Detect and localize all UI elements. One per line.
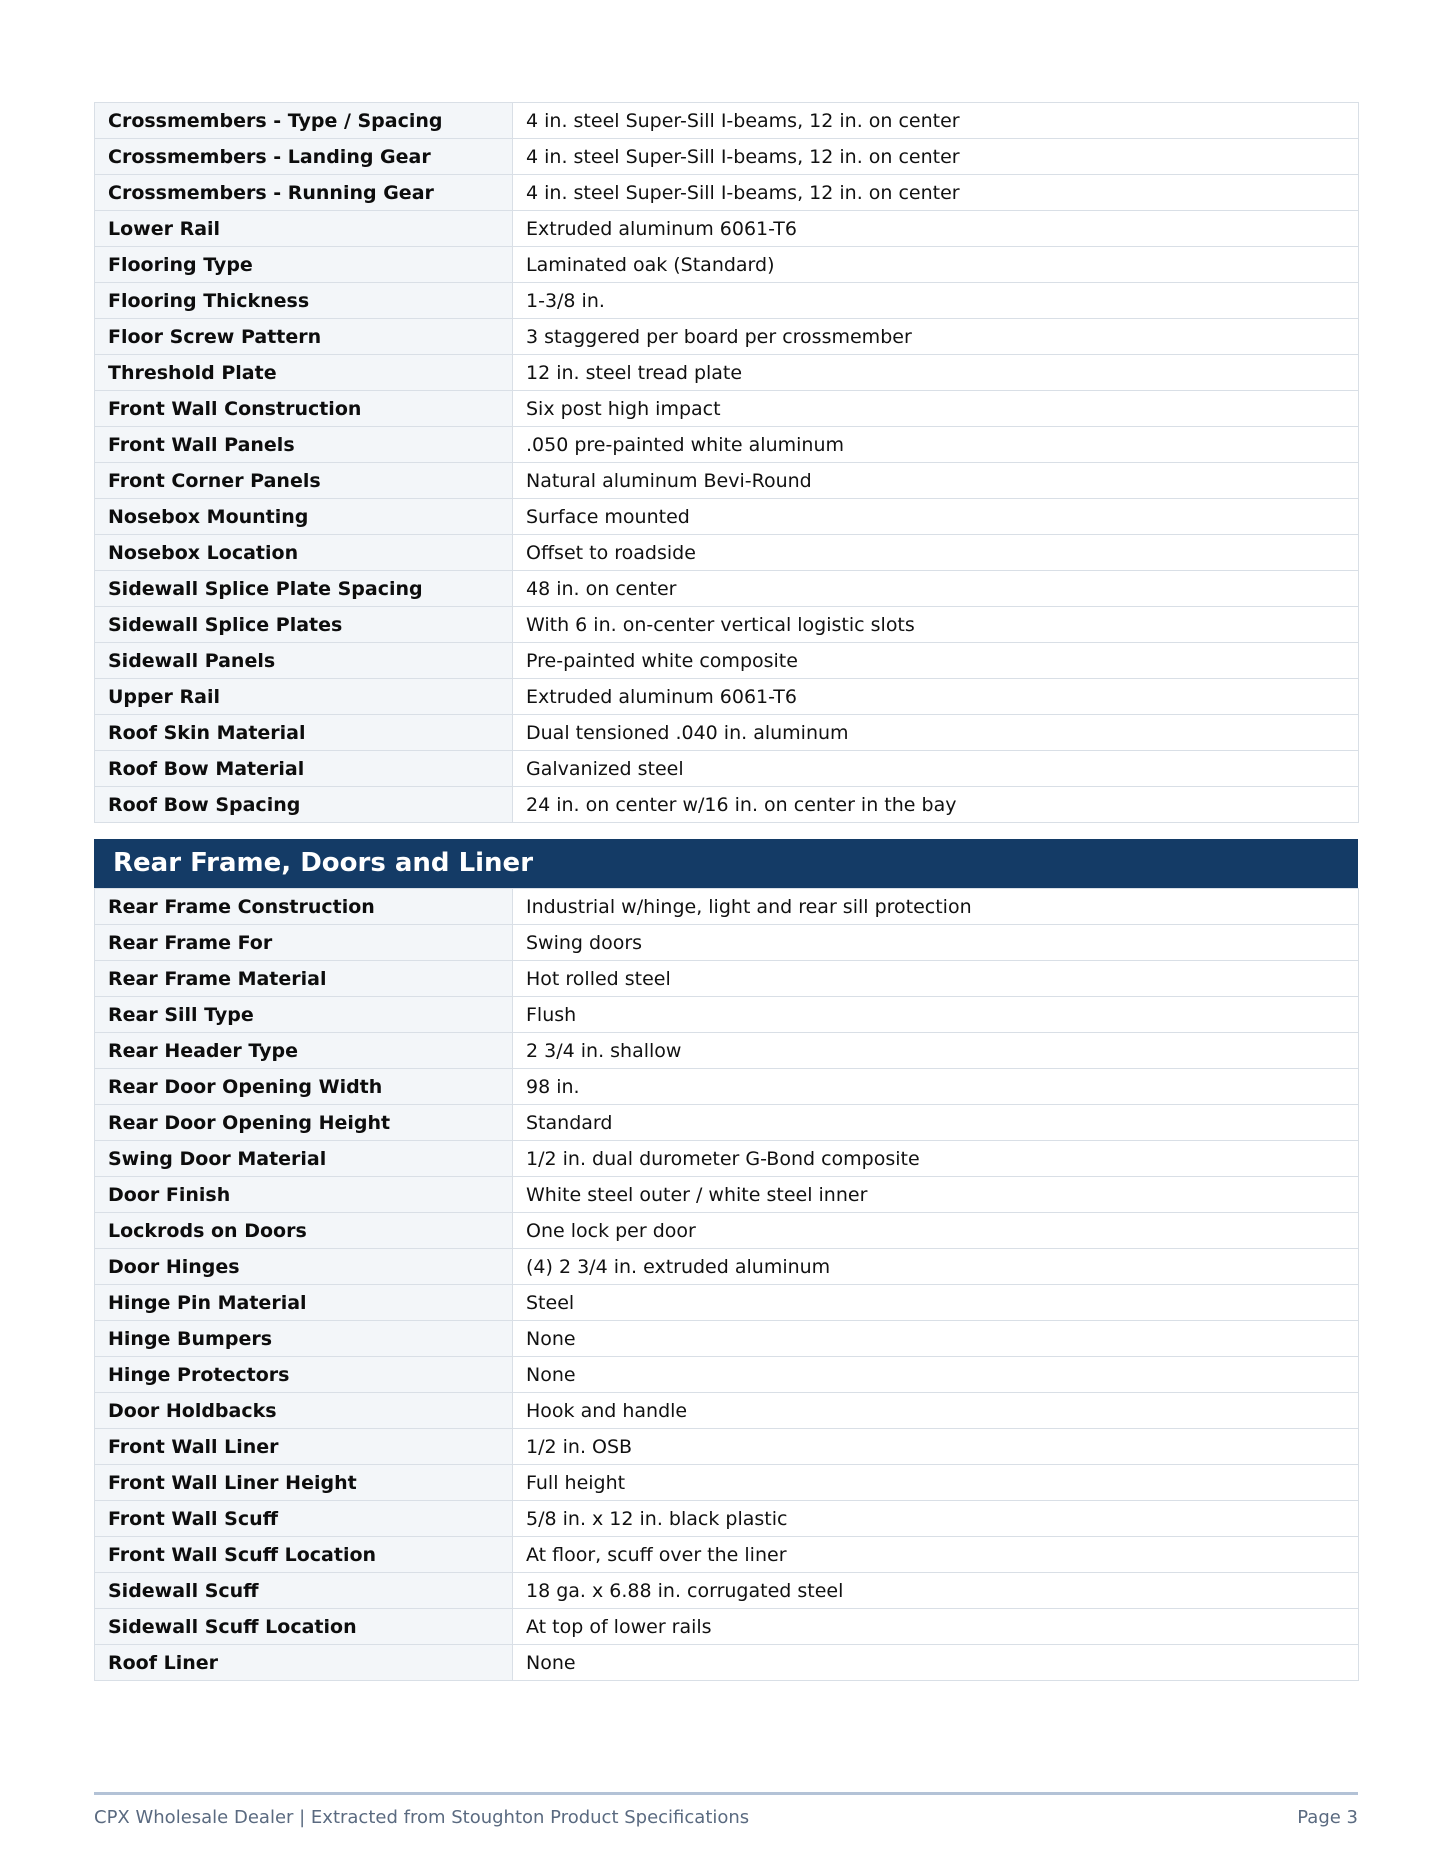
spec-value: 48 in. on center	[513, 571, 1359, 607]
spec-label: Flooring Type	[95, 247, 513, 283]
spec-value: 1/2 in. OSB	[513, 1429, 1359, 1465]
spec-row	[95, 1645, 1359, 1681]
spec-row	[95, 997, 1359, 1033]
spec-table-2-body	[95, 889, 1359, 1681]
section-header-rear-frame: Rear Frame, Doors and Liner	[94, 839, 1358, 888]
spec-label: Front Wall Scuff Location	[95, 1537, 513, 1573]
spec-value: 24 in. on center w/16 in. on center in the bay	[513, 787, 1359, 823]
spec-value: 18 ga. x 6.88 in. corrugated steel	[513, 1573, 1359, 1609]
spec-value: Offset to roadside	[513, 535, 1359, 571]
spec-table-1-body	[95, 103, 1359, 823]
spec-value: None	[513, 1321, 1359, 1357]
spec-label: Front Wall Panels	[95, 427, 513, 463]
spec-row	[95, 283, 1359, 319]
spec-row	[95, 1573, 1359, 1609]
spec-label: Door Finish	[95, 1177, 513, 1213]
spec-label: Door Hinges	[95, 1249, 513, 1285]
spec-row	[95, 499, 1359, 535]
spec-row	[95, 787, 1359, 823]
spec-row	[95, 1141, 1359, 1177]
spec-value: At floor, scuff over the liner	[513, 1537, 1359, 1573]
spec-value: White steel outer / white steel inner	[513, 1177, 1359, 1213]
page-footer	[94, 1792, 1358, 1828]
spec-label: Front Wall Liner Height	[95, 1465, 513, 1501]
spec-label: Sidewall Splice Plates	[95, 607, 513, 643]
spec-row	[95, 139, 1359, 175]
spec-label: Sidewall Scuff	[95, 1573, 513, 1609]
spec-row	[95, 1033, 1359, 1069]
spec-label: Threshold Plate	[95, 355, 513, 391]
spec-page	[94, 102, 1358, 1681]
spec-value: 4 in. steel Super-Sill I-beams, 12 in. on center	[513, 103, 1359, 139]
spec-row	[95, 679, 1359, 715]
spec-label: Roof Bow Material	[95, 751, 513, 787]
spec-value: Swing doors	[513, 925, 1359, 961]
spec-label: Roof Bow Spacing	[95, 787, 513, 823]
spec-label: Front Wall Scuff	[95, 1501, 513, 1537]
spec-value: 1-3/8 in.	[513, 283, 1359, 319]
spec-value: (4) 2 3/4 in. extruded aluminum	[513, 1249, 1359, 1285]
spec-value: With 6 in. on-center vertical logistic slots	[513, 607, 1359, 643]
spec-row	[95, 1393, 1359, 1429]
spec-row	[95, 103, 1359, 139]
spec-row	[95, 175, 1359, 211]
spec-row	[95, 643, 1359, 679]
spec-value: Laminated oak (Standard)	[513, 247, 1359, 283]
spec-row	[95, 1537, 1359, 1573]
spec-value: Full height	[513, 1465, 1359, 1501]
spec-value: .050 pre-painted white aluminum	[513, 427, 1359, 463]
spec-value: Dual tensioned .040 in. aluminum	[513, 715, 1359, 751]
spec-row	[95, 1285, 1359, 1321]
spec-label: Sidewall Scuff Location	[95, 1609, 513, 1645]
spec-row	[95, 889, 1359, 925]
spec-value: 3 staggered per board per crossmember	[513, 319, 1359, 355]
spec-value: Natural aluminum Bevi-Round	[513, 463, 1359, 499]
spec-row	[95, 1321, 1359, 1357]
spec-value: At top of lower rails	[513, 1609, 1359, 1645]
spec-row	[95, 961, 1359, 997]
spec-value: Galvanized steel	[513, 751, 1359, 787]
spec-row	[95, 211, 1359, 247]
spec-table-1	[94, 102, 1359, 823]
spec-label: Front Wall Liner	[95, 1429, 513, 1465]
spec-table-2	[94, 888, 1359, 1681]
spec-label: Lower Rail	[95, 211, 513, 247]
spec-value: Extruded aluminum 6061-T6	[513, 679, 1359, 715]
spec-row	[95, 751, 1359, 787]
spec-row	[95, 1249, 1359, 1285]
spec-label: Front Wall Construction	[95, 391, 513, 427]
spec-row	[95, 925, 1359, 961]
spec-label: Sidewall Splice Plate Spacing	[95, 571, 513, 607]
spec-value: 98 in.	[513, 1069, 1359, 1105]
spec-value: None	[513, 1357, 1359, 1393]
spec-label: Crossmembers - Type / Spacing	[95, 103, 513, 139]
footer-page-number: Page 3	[1297, 1807, 1358, 1828]
spec-label: Crossmembers - Running Gear	[95, 175, 513, 211]
spec-row	[95, 571, 1359, 607]
spec-row	[95, 247, 1359, 283]
spec-label: Rear Door Opening Width	[95, 1069, 513, 1105]
spec-row	[95, 1213, 1359, 1249]
spec-label: Flooring Thickness	[95, 283, 513, 319]
spec-row	[95, 1465, 1359, 1501]
spec-label: Hinge Pin Material	[95, 1285, 513, 1321]
spec-value: Standard	[513, 1105, 1359, 1141]
spec-value: 2 3/4 in. shallow	[513, 1033, 1359, 1069]
spec-row	[95, 1105, 1359, 1141]
footer-source-text: CPX Wholesale Dealer | Extracted from Stoughton Product Specifications	[94, 1807, 750, 1828]
spec-row	[95, 607, 1359, 643]
spec-value: Extruded aluminum 6061-T6	[513, 211, 1359, 247]
spec-value: One lock per door	[513, 1213, 1359, 1249]
spec-label: Crossmembers - Landing Gear	[95, 139, 513, 175]
spec-value: Steel	[513, 1285, 1359, 1321]
spec-label: Rear Frame For	[95, 925, 513, 961]
spec-label: Roof Liner	[95, 1645, 513, 1681]
spec-row	[95, 463, 1359, 499]
spec-row	[95, 319, 1359, 355]
spec-row	[95, 1357, 1359, 1393]
spec-label: Sidewall Panels	[95, 643, 513, 679]
spec-value: 5/8 in. x 12 in. black plastic	[513, 1501, 1359, 1537]
spec-row	[95, 1429, 1359, 1465]
spec-label: Rear Header Type	[95, 1033, 513, 1069]
spec-row	[95, 1501, 1359, 1537]
spec-row	[95, 391, 1359, 427]
spec-label: Hinge Protectors	[95, 1357, 513, 1393]
spec-value: Industrial w/hinge, light and rear sill protection	[513, 889, 1359, 925]
spec-label: Rear Sill Type	[95, 997, 513, 1033]
spec-label: Rear Frame Material	[95, 961, 513, 997]
spec-row	[95, 715, 1359, 751]
spec-value: 4 in. steel Super-Sill I-beams, 12 in. on center	[513, 139, 1359, 175]
spec-label: Rear Door Opening Height	[95, 1105, 513, 1141]
spec-value: Surface mounted	[513, 499, 1359, 535]
spec-label: Front Corner Panels	[95, 463, 513, 499]
spec-label: Door Holdbacks	[95, 1393, 513, 1429]
spec-label: Upper Rail	[95, 679, 513, 715]
spec-row	[95, 1069, 1359, 1105]
spec-row	[95, 535, 1359, 571]
spec-row	[95, 355, 1359, 391]
spec-value: Six post high impact	[513, 391, 1359, 427]
spec-value: Hot rolled steel	[513, 961, 1359, 997]
spec-label: Hinge Bumpers	[95, 1321, 513, 1357]
spec-label: Roof Skin Material	[95, 715, 513, 751]
spec-label: Nosebox Location	[95, 535, 513, 571]
spec-label: Rear Frame Construction	[95, 889, 513, 925]
spec-value: 1/2 in. dual durometer G-Bond composite	[513, 1141, 1359, 1177]
spec-label: Lockrods on Doors	[95, 1213, 513, 1249]
spec-value: 12 in. steel tread plate	[513, 355, 1359, 391]
spec-value: Flush	[513, 997, 1359, 1033]
spec-row	[95, 1177, 1359, 1213]
spec-row	[95, 1609, 1359, 1645]
spec-value: 4 in. steel Super-Sill I-beams, 12 in. on center	[513, 175, 1359, 211]
spec-value: Pre-painted white composite	[513, 643, 1359, 679]
spec-row	[95, 427, 1359, 463]
spec-label: Floor Screw Pattern	[95, 319, 513, 355]
spec-label: Swing Door Material	[95, 1141, 513, 1177]
spec-value: None	[513, 1645, 1359, 1681]
spec-value: Hook and handle	[513, 1393, 1359, 1429]
spec-label: Nosebox Mounting	[95, 499, 513, 535]
